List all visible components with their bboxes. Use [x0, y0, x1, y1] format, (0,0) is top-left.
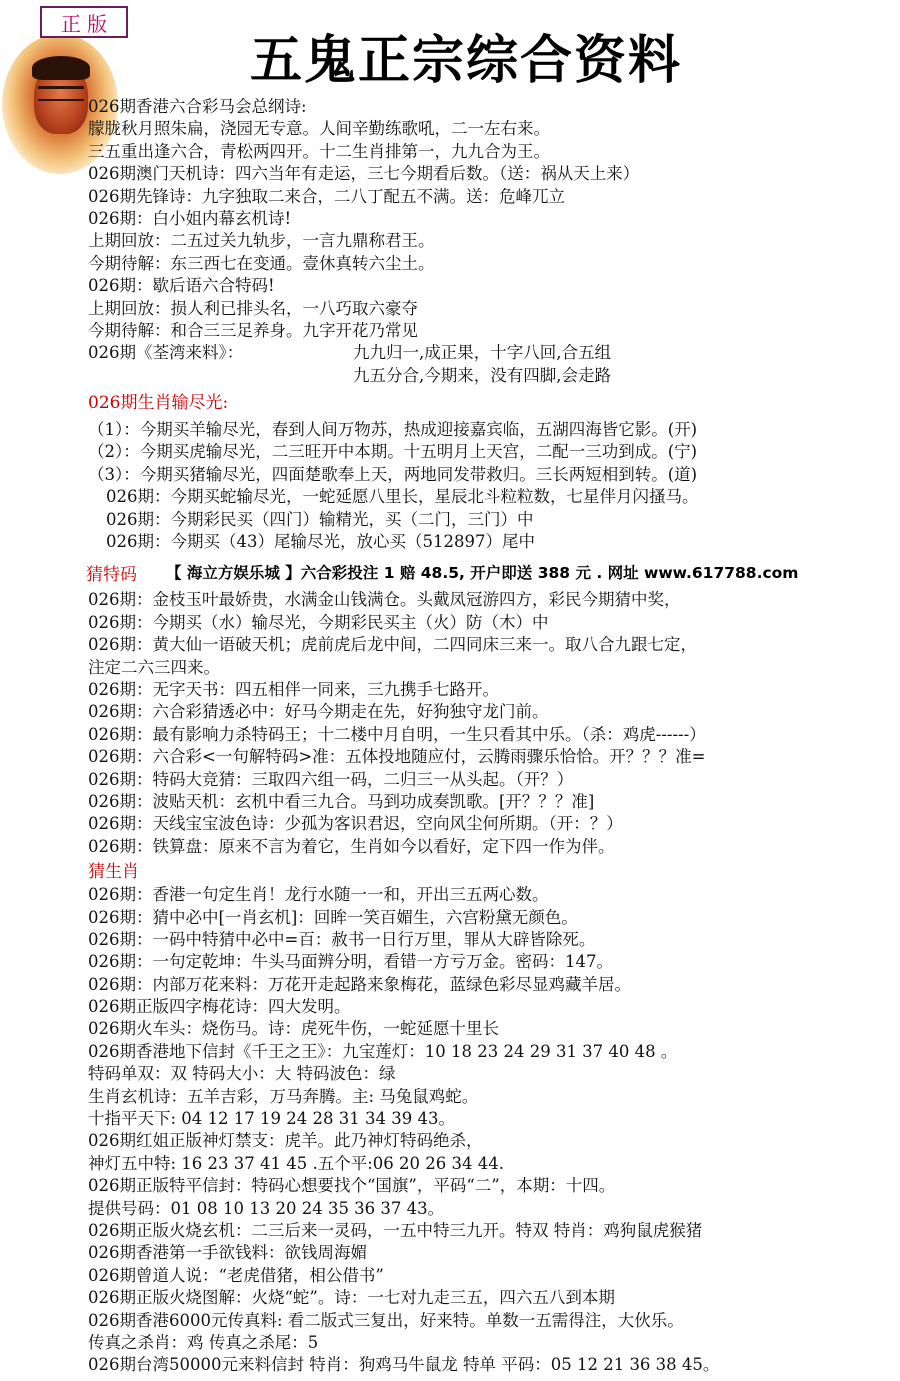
page-title: 五鬼正宗综合资料 — [250, 30, 683, 91]
text-line: 026期香港六合彩马会总纲诗: — [88, 97, 307, 116]
text-line: 026期先锋诗：九字独取二来合，二八丁配五不满。送：危峰兀立 — [88, 186, 565, 206]
text-line: 三五重出逢六合，青松两四开。十二生肖排第一，九九合为王。 — [88, 141, 550, 161]
text-line: 生肖玄机诗：五羊吉彩，万马奔腾。主: 马兔鼠鸡蛇。 — [88, 1086, 479, 1106]
text-line: 026期：六合彩<一句解特码>准：五体投地随应付，云腾雨骤乐恰恰。开？？？准= — [88, 747, 706, 767]
poem-block — [88, 342, 896, 387]
section-heading-lose: 026期生肖输尽光: — [88, 393, 229, 414]
text-line: 026期香港地下信封《千王之王》：九宝莲灯：10 18 23 24 29 31 37 40 48 。 — [88, 1041, 678, 1061]
document-body — [88, 96, 896, 1377]
text-line: 026期：铁算盘：原来不言为着它，生肖如今以看好，定下四一作为伴。 — [88, 836, 615, 856]
text-line: 026期：今期买（水）输尽光，今期彩民买主（火）防（木）中 — [88, 612, 549, 632]
portrait-glasses — [38, 86, 84, 101]
text-line: （2）：今期买虎输尽光，二三旺开中本期。十五明月上天宫，二配一三功到成。(宁) — [88, 442, 698, 462]
lose-lines-indented — [88, 486, 896, 553]
text-line: 026期：天线宝宝波色诗：少孤为客识君迟，空向风尘何所期。（开：？） — [88, 814, 623, 834]
text-line: 026期正版火烧图解：火烧“蛇”。诗：一七对九走三五，四六五八到本期 — [88, 1288, 615, 1308]
text-line: 026期曾道人说：“老虎借猪，相公借书” — [88, 1265, 384, 1285]
section-heading-guess-number: 猜特码 — [86, 564, 137, 585]
text-line: 026期：黄大仙一语破天机；虎前虎后龙中间，二四同床三来一。取八合九跟七定， — [88, 635, 697, 655]
ad-text: 【 海立方娱乐城 】六合彩投注 1 赔 48.5, 开户即送 388 元 . 网址 www.617788.com — [166, 564, 799, 583]
poem-label: 026期《荃湾来料》： — [88, 343, 244, 363]
text-line: 传真之杀肖：鸡 传真之杀尾：5 — [88, 1332, 319, 1352]
text-line: 026期正版火烧玄机：二三后来一灵码，一五中特三九开。特双 特肖：鸡狗鼠虎猴猪 — [88, 1220, 703, 1240]
text-line: 注定二六三四来。 — [88, 657, 220, 677]
text-line: 026期：波贴天机：玄机中看三九合。马到功成奏凯歌。[开？？？准] — [88, 791, 595, 811]
text-line: 今期待解：和合三三足养身。九字开花乃常见 — [88, 320, 418, 340]
text-line: （1）：今期买羊输尽光，春到人间万物苏，热成迎接嘉宾临，五湖四海皆它影。(开) — [88, 420, 698, 440]
text-line: 026期火车头：烧伤马。诗：虎死牛伤，一蛇延愿十里长 — [88, 1019, 499, 1039]
text-line: 026期正版特平信封：特码心想要找个“国旗”，平码“二”，本期：十四。 — [88, 1176, 616, 1196]
poem-line: 九九归一,成正果，十字八回,合五组 — [353, 343, 611, 363]
text-line: 026期香港第一手欲钱料：欲钱周海媚 — [88, 1243, 367, 1263]
text-line: 026期台湾50000元来料信封 特肖：狗鸡马牛鼠龙 特单 平码：05 12 21 36 38 45。 — [88, 1355, 720, 1375]
text-line: 026期：一句定乾坤：牛头马面辨分明，看错一方亏万金。密码：147。 — [88, 952, 613, 972]
text-line: 026期红姐正版神灯禁支：虎羊。此乃神灯特码绝杀， — [88, 1131, 483, 1151]
text-line: 026期：六合彩猜透必中：好马今期走在先，好狗独守龙门前。 — [88, 702, 549, 722]
text-line: 026期：今期彩民买（四门）输精光，买（二门，三门）中 — [106, 509, 534, 529]
section-heading-guess-zodiac: 猜生肖 — [88, 862, 139, 883]
text-line: 026期：金枝玉叶最娇贵，水满金山钱满仓。头戴凤冠游四方，彩民今期猜中奖， — [88, 590, 681, 610]
text-line: 026期：猜中必中[一肖玄机]：回眸一笑百媚生，六宫粉黛无颜色。 — [88, 907, 578, 927]
text-line: 026期：一码中特猜中必中=百：赦书一日行万里，罪从大辟皆除死。 — [88, 929, 596, 949]
text-line: 026期：最有影响力杀特码王；十二楼中月自明，一生只看其中乐。（杀：鸡虎------） — [88, 724, 706, 744]
text-line: 朦胧秋月照朱扁，浇园无专意。人间辛勤练歌吼，二一左右来。 — [88, 119, 550, 139]
text-line: 026期：内部万花来料：万花开走起路来象梅花，蓝绿色彩尽显鸡藏羊居。 — [88, 974, 631, 994]
text-line: 026期：香港一句定生肖！龙行水随一一和，开出三五两心数。 — [88, 885, 549, 905]
text-line: 026期正版四字梅花诗：四大发明。 — [88, 997, 351, 1017]
text-line: 十指平天下: 04 12 17 19 24 28 31 34 39 43。 — [88, 1109, 455, 1129]
text-line: 026期：白小姐内幕玄机诗! — [88, 208, 292, 228]
lose-lines — [88, 419, 896, 486]
text-line: 上期回放：损人利已排头名，一八巧取六豪夺 — [88, 298, 418, 318]
text-line: 026期：无字天书：四五相伴一同来，三九携手七路开。 — [88, 679, 499, 699]
text-line: 026期澳门天机诗：四六当年有走运，三七今期看后数。（送：祸从天上来） — [88, 164, 640, 184]
text-line: 026期：特码大竞猜：三取四六组一码，二归三一从头起。（开？） — [88, 769, 574, 789]
text-line: 026期：今期买（43）尾输尽光，放心买（512897）尾中 — [106, 532, 535, 552]
ad-banner — [86, 557, 896, 587]
text-line: 026期：今期买蛇输尽光，一蛇延愿八里长，星辰北斗粒粒数，七星伴月闪搔马。 — [106, 487, 699, 507]
text-line: 今期待解：东三西七在变通。壹休真转六尘土。 — [88, 253, 435, 273]
text-line: 神灯五中特: 16 23 37 41 45 .五个平:06 20 26 34 44. — [88, 1153, 505, 1173]
guess-number-lines — [88, 589, 896, 858]
guess-zodiac-lines — [88, 884, 896, 1377]
text-line: 上期回放：二五过关九轨步，一言九鼎称君王。 — [88, 231, 435, 251]
text-line: 提供号码：01 08 10 13 20 24 35 36 37 43。 — [88, 1198, 445, 1218]
text-line: 特码单双：双 特码大小：大 特码波色：绿 — [88, 1064, 396, 1084]
intro-lines — [88, 96, 896, 342]
text-line: 026期香港6000元传真料: 看二版式三复出，好来特。单数一五需得注，大伙乐。 — [88, 1310, 684, 1330]
text-line: （3）：今期买猪输尽光，四面楚歌奉上天，两地同发带救归。三长两短相到转。(道) — [88, 464, 698, 484]
portrait-hair — [32, 56, 90, 80]
text-line: 026期：歇后语六合特码! — [88, 276, 275, 296]
poem-line: 九五分合,今期来，没有四脚,会走路 — [353, 365, 611, 385]
authentic-badge: 正 版 — [40, 6, 128, 38]
